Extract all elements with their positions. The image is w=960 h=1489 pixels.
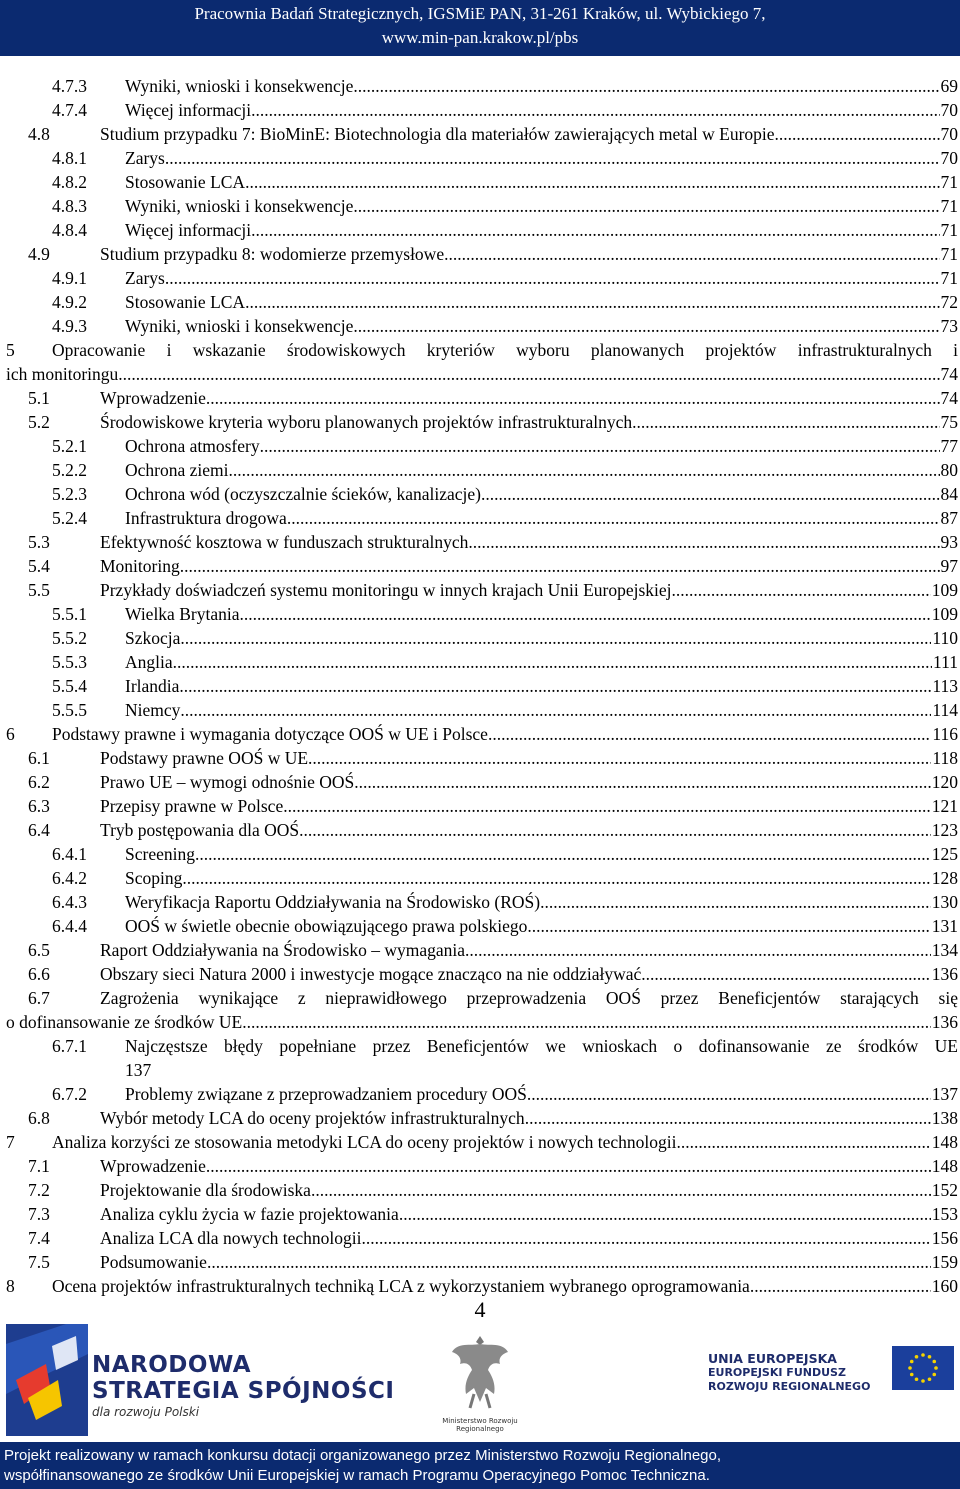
toc-leader <box>353 194 939 218</box>
toc-leader <box>118 362 939 386</box>
toc-leader <box>180 626 931 650</box>
toc-page: 118 <box>932 748 958 768</box>
eu-star-icon <box>915 1377 919 1381</box>
toc-page: 97 <box>940 556 958 576</box>
toc-page: 138 <box>931 1108 958 1128</box>
toc-entry[interactable] <box>0 482 960 506</box>
toc-page: 148 <box>931 1132 958 1152</box>
toc-entry[interactable] <box>0 530 960 554</box>
toc-leader <box>251 98 939 122</box>
toc-number: 4.9.3 <box>52 316 87 336</box>
toc-number: 5.1 <box>28 388 50 408</box>
eu-star-icon <box>928 1377 932 1381</box>
toc-leader <box>242 1010 931 1034</box>
toc-title: Niemcy <box>125 700 181 720</box>
toc-number: 5.5.2 <box>52 628 87 648</box>
toc-entry[interactable] <box>0 122 960 146</box>
toc-page: 84 <box>940 484 958 504</box>
toc-entry[interactable] <box>0 266 960 290</box>
toc-number: 6.4.2 <box>52 868 87 888</box>
toc-number: 7.3 <box>28 1204 50 1224</box>
toc-leader <box>245 170 939 194</box>
toc-page: 159 <box>931 1252 958 1272</box>
eu-line-2: EUROPEJSKI FUNDUSZ <box>708 1366 846 1379</box>
eu-star-icon <box>910 1360 914 1364</box>
toc-leader <box>195 842 931 866</box>
toc-title: Problemy związane z przeprowadzaniem procedury OOŚ <box>125 1084 527 1104</box>
toc-leader <box>165 146 940 170</box>
toc-number: 7.5 <box>28 1252 50 1272</box>
eu-flag-icon <box>892 1346 954 1390</box>
toc-title: Prawo UE – wymogi odnośnie OOŚ <box>100 772 355 792</box>
toc-leader <box>775 122 940 146</box>
nss-logo-icon <box>6 1324 88 1436</box>
toc-title: Stosowanie LCA <box>125 172 246 192</box>
toc-page: 152 <box>931 1180 958 1200</box>
toc-entry[interactable] <box>0 938 960 962</box>
toc-page: 71 <box>940 220 958 240</box>
toc-page: 153 <box>931 1204 958 1224</box>
toc-title: Stosowanie LCA <box>125 292 246 312</box>
toc-title: Studium przypadku 7: BioMinE: Biotechnologia dla materiałów zawierających metal w Europie <box>100 124 775 144</box>
toc-title: Przykłady doświadczeń systemu monitoringu w innych krajach Unii Europejskiej <box>100 580 672 600</box>
toc-leader <box>399 1202 931 1226</box>
toc-entry[interactable] <box>0 794 960 818</box>
toc-number: 6.4.1 <box>52 844 87 864</box>
toc-page: 70 <box>940 124 958 144</box>
toc-entry[interactable] <box>0 458 960 482</box>
toc-page: 71 <box>940 268 958 288</box>
toc-number: 5.2.3 <box>52 484 87 504</box>
toc-entry[interactable] <box>0 146 960 170</box>
eu-star-icon <box>910 1373 914 1377</box>
toc-page: 71 <box>940 172 958 192</box>
toc-entry[interactable] <box>0 698 960 722</box>
toc-entry[interactable] <box>0 1178 960 1202</box>
toc-page: 87 <box>940 508 958 528</box>
toc-entry[interactable] <box>0 314 960 338</box>
toc-leader <box>525 1106 931 1130</box>
footer-line-2: współfinansowanego ze środków Unii Europejskiej w ramach Programu Operacyjnego Pomoc Techniczna. <box>4 1467 710 1484</box>
toc-title: Studium przypadku 8: wodomierze przemysłowe <box>100 244 445 264</box>
eu-wordmark <box>708 1352 870 1394</box>
toc-leader <box>251 218 939 242</box>
toc-number: 6.4.4 <box>52 916 87 936</box>
toc-entry[interactable] <box>0 1130 960 1154</box>
toc-entry[interactable] <box>0 242 960 266</box>
toc-number: 6.1 <box>28 748 50 768</box>
toc-number: 4.9.1 <box>52 268 87 288</box>
toc-page: 134 <box>931 940 958 960</box>
toc-page: 73 <box>940 316 958 336</box>
toc-entry[interactable] <box>0 98 960 122</box>
toc-page: 72 <box>940 292 958 312</box>
toc-entry[interactable] <box>0 866 960 890</box>
eu-star-icon <box>921 1379 925 1383</box>
toc-entry[interactable] <box>0 554 960 578</box>
toc-page: 109 <box>931 604 958 624</box>
toc-title: Anglia <box>125 652 173 672</box>
toc-leader <box>206 386 940 410</box>
toc-entry[interactable] <box>0 386 960 410</box>
toc-page: 148 <box>931 1156 958 1176</box>
toc-page: 113 <box>932 676 958 696</box>
toc-number: 6 <box>6 724 15 744</box>
toc-number: 4.7.3 <box>52 76 87 96</box>
toc-title: Analiza korzyści ze stosowania metodyki LCA do oceny projektów i nowych technologii <box>52 1132 677 1152</box>
nss-wordmark <box>92 1352 394 1420</box>
toc-page: 70 <box>940 148 958 168</box>
toc-title: Zagrożenia wynikające z nieprawidłowego przeprowadzenia OOŚ przez Beneficjentów starających się <box>100 988 958 1008</box>
toc-entry[interactable] <box>0 1202 960 1226</box>
toc-page: 160 <box>931 1276 958 1296</box>
toc-entry[interactable] <box>0 578 960 602</box>
toc-entry[interactable] <box>0 1250 960 1274</box>
toc-leader <box>750 1274 931 1298</box>
toc-leader <box>179 674 931 698</box>
toc-page: 130 <box>931 892 958 912</box>
toc-number: 4.9 <box>28 244 50 264</box>
toc-leader <box>311 1178 931 1202</box>
page-footer <box>0 1442 960 1489</box>
toc-page: 131 <box>931 916 958 936</box>
toc-title: Podsumowanie <box>100 1252 207 1272</box>
toc-page: 93 <box>940 532 958 552</box>
toc-leader <box>527 914 930 938</box>
toc-page: 71 <box>940 244 958 264</box>
toc-leader <box>465 938 931 962</box>
toc-number: 6.8 <box>28 1108 50 1128</box>
toc-page: 111 <box>933 652 958 672</box>
toc-page: 75 <box>940 412 958 432</box>
toc-leader <box>488 722 931 746</box>
toc-leader <box>165 266 940 290</box>
toc-entry[interactable] <box>0 722 960 746</box>
toc-leader <box>468 530 939 554</box>
toc-page: 136 <box>931 964 958 984</box>
toc-leader <box>299 818 931 842</box>
toc-entry[interactable] <box>0 650 960 674</box>
toc-number: 5.4 <box>28 556 50 576</box>
toc-entry[interactable] <box>0 338 960 386</box>
toc-entry[interactable] <box>0 818 960 842</box>
toc-number: 7.1 <box>28 1156 50 1176</box>
toc-title: Efektywność kosztowa w funduszach strukturalnych <box>100 532 469 552</box>
toc-entry[interactable] <box>0 1106 960 1130</box>
eu-star-icon <box>928 1355 932 1359</box>
toc-leader <box>260 434 940 458</box>
toc-leader <box>180 698 931 722</box>
toc-entry[interactable] <box>0 986 960 1034</box>
toc-title: Irlandia <box>125 676 180 696</box>
eu-star-icon <box>921 1353 925 1357</box>
toc-title: Ochrona atmosfery <box>125 436 260 456</box>
toc-entry[interactable] <box>0 410 960 434</box>
toc-leader <box>206 1154 931 1178</box>
toc-leader <box>308 746 931 770</box>
eu-star-icon <box>934 1366 938 1370</box>
toc-leader <box>353 314 939 338</box>
toc-title: Ochrona ziemi <box>125 460 229 480</box>
toc-number: 4.7.4 <box>52 100 87 120</box>
toc-number: 5.5.4 <box>52 676 87 696</box>
toc-number: 6.7.1 <box>52 1036 87 1056</box>
toc-page: 74 <box>940 364 958 384</box>
toc-number: 7.2 <box>28 1180 50 1200</box>
header-url: www.min-pan.krakow.pl/pbs <box>381 28 579 47</box>
toc-title: Analiza LCA dla nowych technologii <box>100 1228 362 1248</box>
toc-title: Najczęstsze błędy popełniane przez Beneficjentów we wnioskach o dofinansowanie ze środków UE <box>125 1036 958 1056</box>
toc-number: 6.5 <box>28 940 50 960</box>
ministry-emblem <box>430 1332 530 1442</box>
toc-leader <box>641 962 930 986</box>
toc-entry[interactable] <box>0 770 960 794</box>
toc-entry[interactable] <box>0 602 960 626</box>
toc-page: 116 <box>932 724 958 744</box>
toc-title: Infrastruktura drogowa <box>125 508 287 528</box>
toc-entry[interactable] <box>0 746 960 770</box>
footer-line-1: Projekt realizowany w ramach konkursu dotacji organizowanego przez Ministerstwo Rozwoju Regionalnego, <box>4 1447 722 1464</box>
toc-number: 4.8.3 <box>52 196 87 216</box>
toc-number: 5.2.4 <box>52 508 87 528</box>
toc-number: 7 <box>6 1132 15 1152</box>
toc-number: 6.4.3 <box>52 892 87 912</box>
toc-page: 80 <box>940 460 958 480</box>
toc-leader <box>182 866 930 890</box>
ministry-caption: Ministerstwo Rozwoju Regionalnego <box>442 1417 518 1433</box>
toc-title: Ochrona wód (oczyszczalnie ścieków, kanalizacje) <box>125 484 481 504</box>
toc-leader <box>527 1082 931 1106</box>
toc-number: 5 <box>6 340 15 360</box>
toc-title: Opracowanie i wskazanie środowiskowych kryteriów wyboru planowanych projektów infrastrukturalnych i <box>52 340 958 360</box>
toc-title-continuation: o dofinansowanie ze środków UE <box>6 1012 243 1032</box>
page-number: 4 <box>474 1297 486 1322</box>
toc-page: 123 <box>931 820 958 840</box>
toc-leader <box>287 506 940 530</box>
toc-title: Scoping <box>125 868 183 888</box>
toc-page: 136 <box>931 1012 958 1032</box>
toc-title: Projektowanie dla środowiska <box>100 1180 311 1200</box>
toc-entry[interactable] <box>0 674 960 698</box>
eu-star-icon <box>932 1373 936 1377</box>
toc-entry[interactable] <box>0 842 960 866</box>
toc-number: 6.2 <box>28 772 50 792</box>
toc-leader <box>672 578 931 602</box>
toc-leader <box>540 890 931 914</box>
logo-bar <box>0 1324 960 1442</box>
toc-title: Wielka Brytania <box>125 604 240 624</box>
toc-title: Raport Oddziaływania na Środowisko – wymagania <box>100 940 465 960</box>
toc-title: Więcej informacji <box>125 220 252 240</box>
toc-title: Monitoring <box>100 556 180 576</box>
toc-number: 5.5.1 <box>52 604 87 624</box>
toc-page: 120 <box>931 772 958 792</box>
toc-number: 5.3 <box>28 532 50 552</box>
toc-number: 5.5.5 <box>52 700 87 720</box>
toc-number: 6.3 <box>28 796 50 816</box>
toc-title: Szkocja <box>125 628 181 648</box>
toc-number: 5.2.2 <box>52 460 87 480</box>
toc-leader <box>677 1130 931 1154</box>
toc-entry[interactable] <box>0 1154 960 1178</box>
toc-number: 6.6 <box>28 964 50 984</box>
toc-leader <box>353 74 939 98</box>
toc-title: Screening <box>125 844 195 864</box>
toc-title: Wyniki, wnioski i konsekwencje <box>125 316 354 336</box>
toc-page: 69 <box>940 76 958 96</box>
toc-number: 4.9.2 <box>52 292 87 312</box>
table-of-contents <box>0 74 960 1298</box>
page-header <box>0 0 960 56</box>
toc-number: 4.8 <box>28 124 50 144</box>
toc-page: 109 <box>931 580 958 600</box>
toc-entry[interactable] <box>0 1226 960 1250</box>
toc-leader <box>229 458 940 482</box>
toc-page: 77 <box>940 436 958 456</box>
toc-leader <box>180 554 940 578</box>
toc-entry[interactable] <box>0 1274 960 1298</box>
eu-star-icon <box>932 1360 936 1364</box>
toc-page: 156 <box>931 1228 958 1248</box>
toc-number: 5.2.1 <box>52 436 87 456</box>
toc-entry[interactable] <box>0 914 960 938</box>
toc-title: Wyniki, wnioski i konsekwencje <box>125 196 354 216</box>
toc-title: Weryfikacja Raportu Oddziaływania na Środowisko (ROŚ) <box>125 892 541 912</box>
toc-title: Wprowadzenie <box>100 1156 206 1176</box>
eu-line-3: ROZWOJU REGIONALNEGO <box>708 1380 871 1393</box>
toc-title: Wybór metody LCA do oceny projektów infrastrukturalnych <box>100 1108 525 1128</box>
nss-line-1: NARODOWA <box>92 1352 252 1378</box>
toc-entry[interactable] <box>0 74 960 98</box>
toc-leader <box>239 602 930 626</box>
toc-page: 71 <box>940 196 958 216</box>
toc-page: 125 <box>931 844 958 864</box>
toc-title: OOŚ w świetle obecnie obowiązującego prawa polskiego <box>125 916 528 936</box>
toc-page: 121 <box>931 796 958 816</box>
toc-entry[interactable] <box>0 626 960 650</box>
toc-entry[interactable] <box>0 506 960 530</box>
eu-line-1: UNIA EUROPEJSKA <box>708 1351 837 1366</box>
eu-star-icon <box>908 1366 912 1370</box>
toc-title: Środowiskowe kryteria wyboru planowanych projektów infrastrukturalnych <box>100 412 633 432</box>
toc-page: 128 <box>931 868 958 888</box>
toc-number: 5.2 <box>28 412 50 432</box>
toc-entry[interactable] <box>0 890 960 914</box>
nss-line-3: dla rozwoju Polski <box>92 1405 200 1419</box>
toc-number: 4.8.1 <box>52 148 87 168</box>
toc-page: 114 <box>932 700 958 720</box>
toc-number: 6.7 <box>28 988 50 1008</box>
toc-entry[interactable] <box>0 1034 960 1082</box>
toc-title: Przepisy prawne w Polsce <box>100 796 284 816</box>
toc-leader <box>632 410 939 434</box>
toc-number: 4.8.4 <box>52 220 87 240</box>
toc-number: 8 <box>6 1276 15 1296</box>
toc-page: 137 <box>931 1084 958 1104</box>
toc-entry[interactable] <box>0 194 960 218</box>
toc-leader <box>361 1226 930 1250</box>
toc-title: Obszary sieci Natura 2000 i inwestycje mogące znacząco na nie oddziaływać <box>100 964 642 984</box>
toc-title: Wprowadzenie <box>100 388 206 408</box>
toc-title: Więcej informacji <box>125 100 252 120</box>
toc-entry[interactable] <box>0 434 960 458</box>
toc-title: Zarys <box>125 268 165 288</box>
toc-entry[interactable] <box>0 170 960 194</box>
toc-title: Wyniki, wnioski i konsekwencje <box>125 76 354 96</box>
toc-title: Zarys <box>125 148 165 168</box>
toc-entry[interactable] <box>0 290 960 314</box>
toc-number: 4.8.2 <box>52 172 87 192</box>
toc-leader <box>444 242 939 266</box>
header-address: Pracownia Badań Strategicznych, IGSMiE PAN, 31-261 Kraków, ul. Wybickiego 7, <box>194 4 766 23</box>
toc-page: 70 <box>940 100 958 120</box>
toc-entry[interactable] <box>0 1082 960 1106</box>
eu-star-icon <box>915 1355 919 1359</box>
nss-line-2: STRATEGIA SPÓJNOŚCI <box>92 1378 395 1404</box>
toc-leader <box>283 794 931 818</box>
toc-leader <box>245 290 939 314</box>
toc-leader <box>354 770 931 794</box>
toc-title: Analiza cyklu życia w fazie projektowania <box>100 1204 399 1224</box>
toc-title-continuation: ich monitoringu <box>6 364 119 384</box>
toc-entry[interactable] <box>0 962 960 986</box>
toc-entry[interactable] <box>0 218 960 242</box>
toc-number: 6.4 <box>28 820 50 840</box>
toc-number: 6.7.2 <box>52 1084 87 1104</box>
toc-page: 74 <box>940 388 958 408</box>
toc-leader <box>207 1250 931 1274</box>
toc-number: 7.4 <box>28 1228 50 1248</box>
toc-number: 5.5 <box>28 580 50 600</box>
toc-leader <box>173 650 932 674</box>
toc-title-continuation: 137 <box>125 1060 152 1080</box>
toc-number: 5.5.3 <box>52 652 87 672</box>
toc-title: Podstawy prawne i wymagania dotyczące OOŚ w UE i Polsce <box>52 724 488 744</box>
toc-page: 110 <box>932 628 958 648</box>
toc-title: Podstawy prawne OOŚ w UE <box>100 748 309 768</box>
toc-title: Tryb postępowania dla OOŚ <box>100 820 300 840</box>
eagle-icon <box>450 1332 510 1410</box>
toc-title: Ocena projektów infrastrukturalnych techniką LCA z wykorzystaniem wybranego oprogramowania <box>52 1276 750 1296</box>
toc-leader <box>481 482 940 506</box>
